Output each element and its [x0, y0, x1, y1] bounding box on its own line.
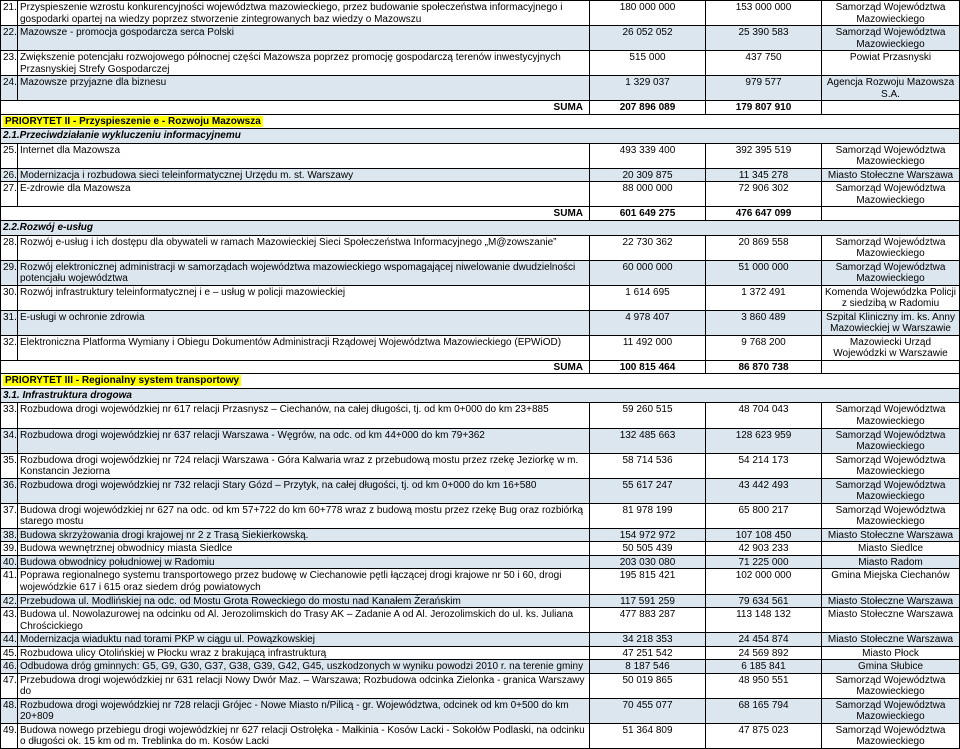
project-title: Mazowsze - promocja gospodarcza serca Polski	[18, 26, 590, 51]
sum-eu-funding: 86 870 738	[706, 361, 822, 375]
beneficiary: Samorząd Województwa Mazowieckiego	[822, 144, 960, 169]
beneficiary: Mazowiecki Urząd Wojewódzki w Warszawie	[822, 336, 960, 361]
total-value: 515 000	[590, 51, 706, 76]
total-value: 1 614 695	[590, 286, 706, 311]
eu-funding: 102 000 000	[706, 569, 822, 594]
total-value: 59 260 515	[590, 403, 706, 428]
total-value: 477 883 287	[590, 608, 706, 633]
total-value: 20 309 875	[590, 169, 706, 183]
beneficiary: Samorząd Województwa Mazowieckiego	[822, 454, 960, 479]
total-value: 11 492 000	[590, 336, 706, 361]
sum-label: SUMA	[553, 208, 583, 220]
row-number: 30.	[0, 286, 18, 311]
eu-funding: 128 623 959	[706, 429, 822, 454]
project-title: Budowa wewnętrznej obwodnicy miasta Siedlce	[18, 542, 590, 556]
priority-heading-text: PRIORYTET II - Przyspieszenie e - Rozwoju Mazowsza	[5, 115, 261, 127]
row-number: 31.	[0, 311, 18, 336]
total-value: 22 730 362	[590, 236, 706, 261]
eu-funding: 6 185 841	[706, 660, 822, 674]
total-value: 8 187 546	[590, 660, 706, 674]
row-number: 38.	[0, 529, 18, 543]
sum-eu-funding: 476 647 099	[706, 207, 822, 221]
project-title: Rozbudowa drogi wojewódzkiej nr 637 relacji Warszawa - Węgrów, na odc. od km 44+000 do km 79+362	[18, 429, 590, 454]
eu-funding: 54 214 173	[706, 454, 822, 479]
eu-funding: 51 000 000	[706, 261, 822, 286]
row-number: 28.	[0, 236, 18, 261]
project-title: Odbudowa dróg gminnych: G5, G9, G30, G37, G38, G39, G42, G45, uszkodzonych w wyniku powodzi 2010 r. na terenie gminy	[18, 660, 590, 674]
project-title: Przebudowa drogi wojewódzkiej nr 631 relacji Nowy Dwór Maz. – Warszawa; Rozbudowa odcinka Zielonka - granica Warszawy do	[18, 674, 590, 699]
project-title: Rozwój elektronicznej administracji w samorządach województwa mazowieckiego wspomagającej niwelowanie dwudzielności potencjału województwa	[18, 261, 590, 286]
total-value: 203 030 080	[590, 556, 706, 570]
total-value: 60 000 000	[590, 261, 706, 286]
row-number: 41.	[0, 569, 18, 594]
beneficiary: Miasto Płock	[822, 647, 960, 661]
sum-blank	[822, 101, 960, 115]
row-number: 24.	[0, 76, 18, 101]
project-title: Rozwój e-usług i ich dostępu dla obywateli w ramach Mazowieckiej Sieci Społeczeństwa Informacyjnego „M@zowszanie”	[18, 236, 590, 261]
beneficiary: Miasto Stołeczne Warszawa	[822, 529, 960, 543]
total-value: 50 019 865	[590, 674, 706, 699]
project-title: Budowa skrzyżowania drogi krajowej nr 2 z Trasą Siekierkowską.	[18, 529, 590, 543]
project-title: Modernizacja wiaduktu nad torami PKP w ciągu ul. Powązkowskiej	[18, 633, 590, 647]
total-value: 1 329 037	[590, 76, 706, 101]
eu-funding: 47 875 023	[706, 724, 822, 749]
eu-funding: 48 704 043	[706, 403, 822, 428]
eu-funding: 79 634 561	[706, 595, 822, 609]
row-number: 26.	[0, 169, 18, 183]
row-number: 25.	[0, 144, 18, 169]
total-value: 47 251 542	[590, 647, 706, 661]
beneficiary: Samorząd Województwa Mazowieckiego	[822, 699, 960, 724]
priority-heading	[0, 374, 960, 389]
eu-funding: 42 903 233	[706, 542, 822, 556]
subsection-heading: 2.2.Rozwój e-usług	[0, 221, 960, 236]
sum-total-value: 100 815 464	[590, 361, 706, 375]
sum-eu-funding: 179 807 910	[706, 101, 822, 115]
row-number: 23.	[0, 51, 18, 76]
project-title: Rozbudowa drogi wojewódzkiej nr 617 relacji Przasnysz – Ciechanów, na całej długości, tj. od km 0+000 do km 23+885	[18, 403, 590, 428]
beneficiary: Samorząd Województwa Mazowieckiego	[822, 0, 960, 26]
beneficiary: Samorząd Województwa Mazowieckiego	[822, 724, 960, 749]
beneficiary: Komenda Wojewódzka Policji z siedzibą w Radomiu	[822, 286, 960, 311]
beneficiary: Gmina Miejska Ciechanów	[822, 569, 960, 594]
eu-funding: 71 225 000	[706, 556, 822, 570]
row-number: 29.	[0, 261, 18, 286]
sum-label: SUMA	[553, 361, 583, 373]
subsection-heading: 3.1. Infrastruktura drogowa	[0, 389, 960, 404]
total-value: 493 339 400	[590, 144, 706, 169]
eu-funding: 25 390 583	[706, 26, 822, 51]
row-number: 46.	[0, 660, 18, 674]
total-value: 50 505 439	[590, 542, 706, 556]
row-number: 35.	[0, 454, 18, 479]
row-number: 37.	[0, 504, 18, 529]
eu-funding: 392 395 519	[706, 144, 822, 169]
project-title: Budowa nowego przebiegu drogi wojewódzkiej nr 627 relacji Ostrołęka - Małkinia - Kosów Lacki - Sokołów Podlaski, na odcinku o długości ok. 15 km od m. Treblinka do m. Kosów Lacki	[18, 724, 590, 749]
eu-funding: 43 442 493	[706, 479, 822, 504]
project-title: Zwiększenie potencjału rozwojowego północnej części Mazowsza poprzez promocję gospodarczą terenów inwestycyjnych Przasnyskiej Strefy Gospodarczej	[18, 51, 590, 76]
project-title: Rozbudowa drogi wojewódzkiej nr 724 relacji Warszawa - Góra Kalwaria wraz z przebudową mostu przez rzekę Jeziorkę w m. Konstancin Jeziorna	[18, 454, 590, 479]
beneficiary: Samorząd Województwa Mazowieckiego	[822, 674, 960, 699]
beneficiary: Miasto Stołeczne Warszawa	[822, 633, 960, 647]
row-number: 27.	[0, 182, 18, 207]
row-number: 21.	[0, 0, 18, 26]
beneficiary: Miasto Stołeczne Warszawa	[822, 608, 960, 633]
project-title: Rozwój infrastruktury teleinformatycznej i e – usług w policji mazowieckiej	[18, 286, 590, 311]
project-title: Rozbudowa ulicy Otolińskiej w Płocku wraz z brakującą infrastrukturą	[18, 647, 590, 661]
project-title: Rozbudowa drogi wojewódzkiej nr 728 relacji Grójec - Nowe Miasto n/Pilicą - gr. Województwa, odcinek od km 0+500 do km 20+809	[18, 699, 590, 724]
row-number: 36.	[0, 479, 18, 504]
eu-funding: 72 906 302	[706, 182, 822, 207]
row-number: 49.	[0, 724, 18, 749]
sum-spacer	[0, 101, 590, 115]
sum-blank	[822, 207, 960, 221]
eu-funding: 1 372 491	[706, 286, 822, 311]
total-value: 154 972 972	[590, 529, 706, 543]
total-value: 26 052 052	[590, 26, 706, 51]
row-number: 48.	[0, 699, 18, 724]
row-number: 22.	[0, 26, 18, 51]
beneficiary: Powiat Przasnyski	[822, 51, 960, 76]
subsection-heading: 2.1.Przeciwdziałanie wykluczeniu informacyjnemu	[0, 129, 960, 144]
beneficiary: Samorząd Województwa Mazowieckiego	[822, 429, 960, 454]
total-value: 117 591 259	[590, 595, 706, 609]
total-value: 88 000 000	[590, 182, 706, 207]
beneficiary: Samorząd Województwa Mazowieckiego	[822, 261, 960, 286]
row-number: 42.	[0, 595, 18, 609]
beneficiary: Samorząd Województwa Mazowieckiego	[822, 236, 960, 261]
sum-total-value: 601 649 275	[590, 207, 706, 221]
total-value: 58 714 536	[590, 454, 706, 479]
project-title: Przyspieszenie wzrostu konkurencyjności województwa mazowieckiego, przez budowanie społeczeństwa informacyjnego i gospodarki opartej na wiedzy poprzez stworzenie zintegrowanych baz wiedzy o Mazowszu	[18, 0, 590, 26]
eu-funding: 9 768 200	[706, 336, 822, 361]
project-title: Budowa ul. Nowolazurowej na odcinku od Al. Jerozolimskich do Trasy AK – Zadanie A od Al. Jerozolimskich do ul. ks. Juliana Chrościckiego	[18, 608, 590, 633]
total-value: 51 364 809	[590, 724, 706, 749]
total-value: 195 815 421	[590, 569, 706, 594]
total-value: 4 978 407	[590, 311, 706, 336]
eu-funding: 107 108 450	[706, 529, 822, 543]
eu-funding: 153 000 000	[706, 0, 822, 26]
eu-funding: 437 750	[706, 51, 822, 76]
beneficiary: Miasto Stołeczne Warszawa	[822, 169, 960, 183]
beneficiary: Samorząd Województwa Mazowieckiego	[822, 479, 960, 504]
row-number: 44.	[0, 633, 18, 647]
project-title: Poprawa regionalnego systemu transportowego przez budowę w Ciechanowie pętli łączącej drogi krajowe nr 50 i 60, drogi wojewódzkie 617 i 615 oraz siedem dróg powiatowych	[18, 569, 590, 594]
project-title: Modernizacja i rozbudowa sieci teleinformatycznej Urzędu m. st. Warszawy	[18, 169, 590, 183]
eu-funding: 979 577	[706, 76, 822, 101]
beneficiary: Miasto Radom	[822, 556, 960, 570]
sum-total-value: 207 896 089	[590, 101, 706, 115]
total-value: 55 617 247	[590, 479, 706, 504]
beneficiary: Miasto Siedlce	[822, 542, 960, 556]
project-title: Elektroniczna Platforma Wymiany i Obiegu Dokumentów Administracji Rządowej Województwa Mazowieckiego (EPWiOD)	[18, 336, 590, 361]
beneficiary: Samorząd Województwa Mazowieckiego	[822, 504, 960, 529]
eu-funding: 11 345 278	[706, 169, 822, 183]
total-value: 34 218 353	[590, 633, 706, 647]
eu-funding: 3 860 489	[706, 311, 822, 336]
beneficiary: Szpital Kliniczny im. ks. Anny Mazowieckiej w Warszawie	[822, 311, 960, 336]
total-value: 132 485 663	[590, 429, 706, 454]
eu-funding: 24 569 892	[706, 647, 822, 661]
project-title: E-usługi w ochronie zdrowia	[18, 311, 590, 336]
row-number: 45.	[0, 647, 18, 661]
eu-funding: 20 869 558	[706, 236, 822, 261]
project-title: Budowa obwodnicy południowej w Radomiu	[18, 556, 590, 570]
beneficiary: Samorząd Województwa Mazowieckiego	[822, 403, 960, 428]
row-number: 32.	[0, 336, 18, 361]
sum-spacer	[0, 207, 590, 221]
sum-blank	[822, 361, 960, 375]
eu-funding: 48 950 551	[706, 674, 822, 699]
row-number: 34.	[0, 429, 18, 454]
project-title: Przebudowa ul. Modlińskiej na odc. od Mostu Grota Roweckiego do mostu nad Kanałem Żerańskim	[18, 595, 590, 609]
eu-funding: 113 148 132	[706, 608, 822, 633]
sum-label: SUMA	[553, 102, 583, 114]
eu-funding: 65 800 217	[706, 504, 822, 529]
eu-funding: 68 165 794	[706, 699, 822, 724]
beneficiary: Samorząd Województwa Mazowieckiego	[822, 26, 960, 51]
project-title: Mazowsze przyjazne dla biznesu	[18, 76, 590, 101]
total-value: 70 455 077	[590, 699, 706, 724]
sum-spacer	[0, 361, 590, 375]
priority-heading-text: PRIORYTET III - Regionalny system transportowy	[5, 375, 240, 387]
beneficiary: Miasto Stołeczne Warszawa	[822, 595, 960, 609]
project-title: Rozbudowa drogi wojewódzkiej nr 732 relacji Stary Gózd – Przytyk, na całej długości, tj. od km 0+000 do km 16+580	[18, 479, 590, 504]
beneficiary: Gmina Słubice	[822, 660, 960, 674]
row-number: 39.	[0, 542, 18, 556]
eu-funding: 24 454 874	[706, 633, 822, 647]
row-number: 43.	[0, 608, 18, 633]
beneficiary: Samorząd Województwa Mazowieckiego	[822, 182, 960, 207]
row-number: 33.	[0, 403, 18, 428]
row-number: 40.	[0, 556, 18, 570]
beneficiary: Agencja Rozwoju Mazowsza S.A.	[822, 76, 960, 101]
project-title: Budowa drogi wojewódzkiej nr 627 na odc. od km 57+722 do km 60+778 wraz z budową mostu przez rzekę Bug oraz rozbiórką starego mostu	[18, 504, 590, 529]
row-number: 47.	[0, 674, 18, 699]
total-value: 180 000 000	[590, 0, 706, 26]
total-value: 81 978 199	[590, 504, 706, 529]
project-title: Internet dla Mazowsza	[18, 144, 590, 169]
priority-heading	[0, 115, 960, 130]
project-title: E-zdrowie dla Mazowsza	[18, 182, 590, 207]
